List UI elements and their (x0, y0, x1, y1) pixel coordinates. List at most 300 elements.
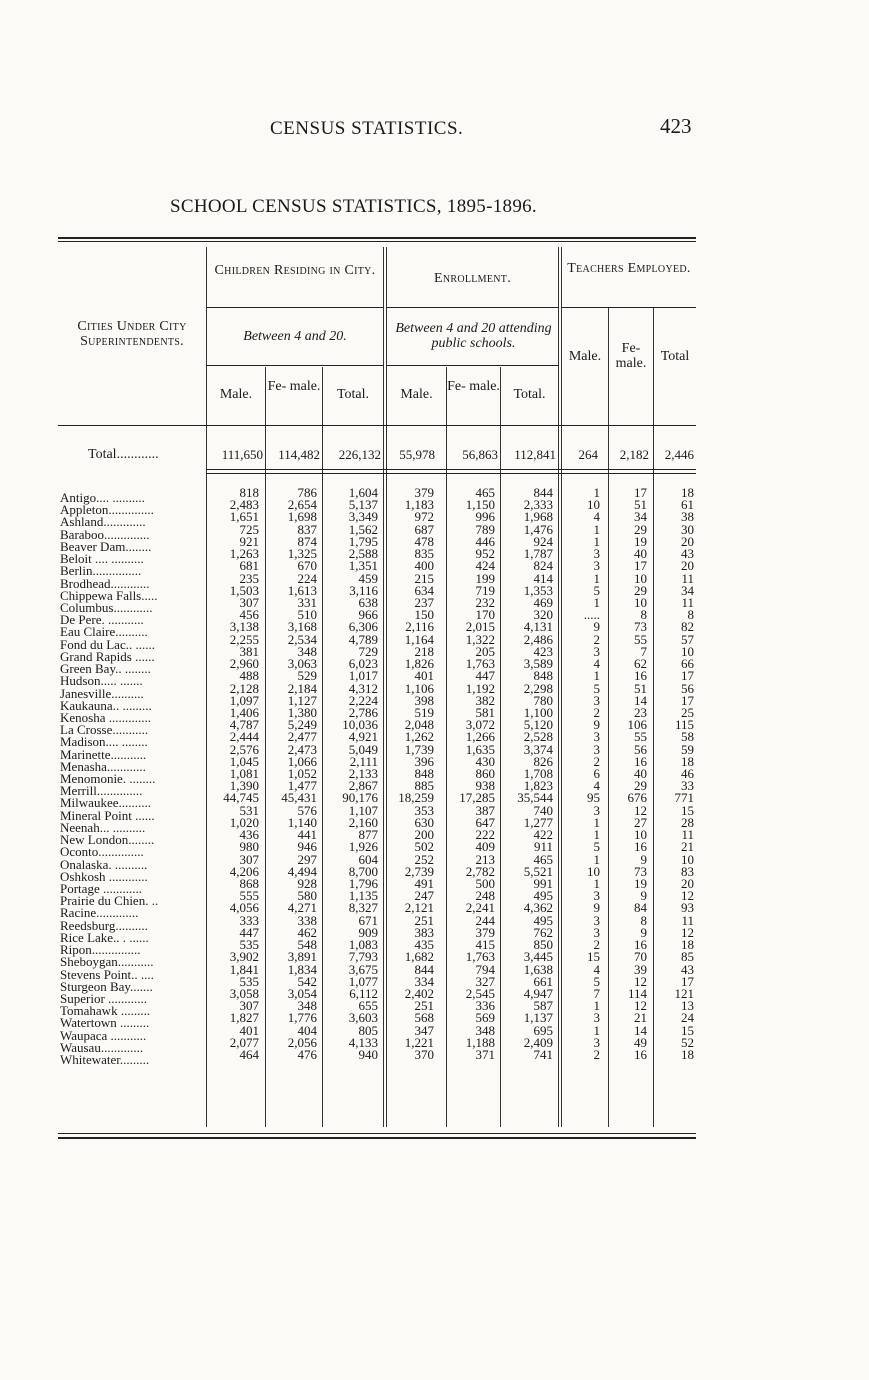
table-cell: 1,263 (229, 546, 259, 562)
top-rule (58, 237, 696, 239)
table-cell: 382 (475, 692, 495, 708)
table-cell: 921 (239, 533, 259, 549)
table-cell: 1,192 (465, 680, 495, 696)
table-cell: 370 (414, 1047, 434, 1063)
table-cell: 237 (414, 594, 434, 610)
table-cell: 909 (358, 924, 378, 940)
table-cell: 51 (634, 497, 647, 513)
table-cell: 780 (533, 692, 553, 708)
table-cell: 336 (475, 998, 495, 1014)
table-cell: 681 (239, 558, 259, 574)
table-cell: 400 (414, 558, 434, 574)
city-name: Menomonie. ........ (60, 771, 156, 787)
table-cell: 3,675 (348, 961, 378, 977)
table-cell: 868 (239, 876, 259, 891)
table-cell: ..... (583, 607, 600, 623)
table-cell: 9 (593, 619, 600, 635)
bottom-rule (58, 1133, 696, 1134)
table-cell: 655 (358, 998, 378, 1014)
rule-header-bottom (207, 425, 696, 426)
table-cell: 5,137 (348, 497, 378, 513)
table-cell: 1,262 (404, 729, 434, 745)
city-name: Prairie du Chien. .. (60, 893, 159, 909)
table-cell: 3,891 (287, 949, 317, 965)
table-cell: 447 (239, 924, 259, 940)
table-cell: 2,409 (523, 1034, 553, 1050)
census-table (58, 237, 696, 1142)
divider-group1-a (383, 247, 384, 1127)
table-cell: 333 (239, 912, 259, 928)
table-cell: 353 (414, 802, 434, 818)
table-cell: 1,739 (404, 741, 434, 757)
table-cell: 35,544 (517, 790, 553, 806)
table-cell: 2,867 (348, 778, 378, 794)
table-cell: 52 (681, 1034, 694, 1050)
table-cell: 49 (634, 1034, 647, 1050)
table-cell: 4,789 (348, 631, 378, 647)
table-cell: 58 (681, 729, 694, 745)
city-name: Brodhead............ (60, 575, 150, 591)
table-cell: 1 (593, 521, 600, 537)
table-cell: 1,380 (287, 704, 317, 720)
table-cell: 928 (297, 876, 317, 891)
table-cell: 12 (634, 802, 647, 818)
table-cell: 3 (593, 924, 600, 940)
table-cell: 1,776 (287, 1010, 317, 1026)
header-teachers-male: Male. (568, 349, 602, 364)
city-name: Milwaukee.......... (60, 795, 151, 811)
table-cell: 2,528 (523, 729, 553, 745)
table-cell: 446 (475, 533, 495, 549)
table-cell: 10 (634, 594, 647, 610)
city-name: Waupaca ........... (60, 1027, 147, 1043)
table-cell: 2 (593, 704, 600, 720)
top-rule-inner (58, 241, 696, 242)
total-value: 55,978 (399, 447, 435, 462)
table-cell: 587 (533, 998, 553, 1014)
table-cell: 1,834 (287, 961, 317, 977)
table-cell: 1,266 (465, 729, 495, 745)
table-cell: 2 (593, 937, 600, 953)
table-cell: 510 (297, 607, 317, 623)
table-cell: 8,700 (348, 863, 378, 879)
table-cell: 29 (634, 582, 647, 598)
table-cell: 464 (239, 1047, 259, 1063)
table-cell: 4,206 (229, 863, 259, 879)
table-cell: 6,306 (348, 619, 378, 635)
table-cell: 320 (533, 607, 553, 623)
table-cell: 5 (593, 680, 600, 696)
table-cell: 17 (681, 668, 694, 684)
table-cell: 630 (414, 814, 434, 830)
table-cell: 247 (414, 888, 434, 904)
document-title: SCHOOL CENSUS STATISTICS, 1895-1896. (170, 196, 537, 217)
table-cell: 327 (475, 973, 495, 989)
table-cell: 215 (414, 570, 434, 586)
table-cell: 3 (593, 1010, 600, 1026)
city-name: Ripon............... (60, 942, 141, 958)
table-cell: 1,277 (523, 814, 553, 830)
table-cell: 23 (634, 704, 647, 720)
table-cell: 24 (681, 1010, 694, 1026)
table-cell: 93 (681, 900, 694, 916)
table-cell: 695 (533, 1022, 553, 1038)
table-cell: 1 (593, 570, 600, 586)
table-cell: 2,483 (229, 497, 259, 513)
table-cell: 9 (593, 900, 600, 916)
table-cell: 1,604 (348, 485, 378, 500)
city-name: Menasha............ (60, 758, 146, 774)
table-cell: 1,077 (348, 973, 378, 989)
header-enroll-group: Enrollment. (433, 271, 511, 286)
table-cell: 500 (475, 876, 495, 891)
table-cell: 90,176 (342, 790, 378, 806)
table-cell: 3,902 (229, 949, 259, 965)
table-cell: 16 (634, 839, 647, 855)
running-head (0, 114, 869, 140)
table-cell: 10 (634, 570, 647, 586)
table-cell: 729 (358, 643, 378, 659)
city-name: La Crosse........... (60, 722, 149, 738)
table-cell: 1,477 (287, 778, 317, 794)
table-cell: 1,406 (229, 704, 259, 720)
table-cell: 9 (640, 851, 647, 867)
city-name: Madison.... ........ (60, 734, 148, 750)
table-cell: 2,160 (348, 814, 378, 830)
table-cell: 55 (634, 631, 647, 647)
table-cell: 980 (239, 839, 259, 855)
table-cell: 1,106 (404, 680, 434, 696)
children-female-column (266, 487, 317, 1061)
table-cell: 2,534 (287, 631, 317, 647)
table-cell: 1,682 (404, 949, 434, 965)
table-cell: 1,188 (465, 1034, 495, 1050)
table-cell: 2,255 (229, 631, 259, 647)
table-cell: 248 (475, 888, 495, 904)
table-cell: 1,562 (348, 521, 378, 537)
table-cell: 456 (239, 607, 259, 623)
table-cell: 447 (475, 668, 495, 684)
table-cell: 401 (239, 1022, 259, 1038)
table-cell: 44,745 (223, 790, 259, 806)
running-title: CENSUS STATISTICS. (270, 118, 464, 139)
table-cell: 56 (681, 680, 694, 696)
enroll-total-column (501, 487, 553, 1061)
table-cell: 34 (681, 582, 694, 598)
table-cell: 10 (587, 497, 600, 513)
city-name: Tomahawk ......... (60, 1003, 151, 1019)
table-cell: 56 (634, 741, 647, 757)
table-cell: 383 (414, 924, 434, 940)
table-cell: 200 (414, 827, 434, 843)
city-name: Wausau............. (60, 1039, 144, 1055)
table-cell: 11 (681, 570, 694, 586)
table-cell: 531 (239, 802, 259, 818)
table-cell: 38 (681, 509, 694, 525)
city-name: Beloit .... .......... (60, 551, 144, 567)
table-cell: 771 (674, 790, 694, 806)
table-cell: 3 (593, 888, 600, 904)
table-cell: 14 (634, 1022, 647, 1038)
table-cell: 1 (593, 594, 600, 610)
children-male-column (207, 487, 259, 1061)
table-cell: 3 (593, 729, 600, 745)
table-cell: 404 (297, 1022, 317, 1038)
table-cell: 17 (634, 558, 647, 574)
total-value: 111,650 (221, 447, 263, 462)
table-cell: 491 (414, 876, 434, 891)
table-cell: 1,322 (465, 631, 495, 647)
table-cell: 15 (587, 949, 600, 965)
table-cell: 398 (414, 692, 434, 708)
table-cell: 4 (593, 509, 600, 525)
table-cell: 33 (681, 778, 694, 794)
table-cell: 3,445 (523, 949, 553, 965)
children-total-column (323, 487, 378, 1061)
city-name: Reedsburg.......... (60, 917, 148, 933)
table-cell: 12 (634, 973, 647, 989)
table-cell: 9 (593, 717, 600, 733)
city-name: Marinette........... (60, 746, 147, 762)
table-cell: 542 (297, 973, 317, 989)
table-cell: 213 (475, 851, 495, 867)
table-cell: 1,503 (229, 582, 259, 598)
table-cell: 1,651 (229, 509, 259, 525)
table-cell: 604 (358, 851, 378, 867)
table-cell: 1,823 (523, 778, 553, 794)
table-cell: 1,164 (404, 631, 434, 647)
table-cell: 10 (681, 643, 694, 659)
table-cell: 848 (414, 766, 434, 782)
table-cell: 2,133 (348, 766, 378, 782)
table-cell: 877 (358, 827, 378, 843)
table-cell: 818 (239, 485, 259, 500)
table-cell: 4,787 (229, 717, 259, 733)
table-cell: 476 (297, 1047, 317, 1063)
table-cell: 4,494 (287, 863, 317, 879)
table-cell: 1,827 (229, 1010, 259, 1026)
table-cell: 379 (414, 485, 434, 500)
table-cell: 1,135 (348, 888, 378, 904)
city-name: Hudson..... ....... (60, 673, 143, 689)
table-cell: 805 (358, 1022, 378, 1038)
table-cell: 4,312 (348, 680, 378, 696)
total-value: 112,841 (514, 447, 556, 462)
table-cell: 1,351 (348, 558, 378, 574)
table-cell: 347 (414, 1022, 434, 1038)
table-cell: 2,786 (348, 704, 378, 720)
table-cell: 580 (297, 888, 317, 904)
table-cell: 5,049 (348, 741, 378, 757)
page-number: 423 (660, 114, 692, 138)
table-cell: 826 (533, 753, 553, 769)
table-cell: 462 (297, 924, 317, 940)
table-cell: 1,020 (229, 814, 259, 830)
header-children-sub: Between 4 and 20. (243, 329, 347, 344)
table-cell: 27 (634, 814, 647, 830)
table-cell: 647 (475, 814, 495, 830)
total-value: 264 (578, 447, 598, 462)
table-cell: 3 (593, 643, 600, 659)
table-cell: 7 (640, 643, 647, 659)
table-cell: 786 (297, 485, 317, 500)
table-cell: 850 (533, 937, 553, 953)
city-name: Merrill.............. (60, 783, 143, 799)
table-cell: 43 (681, 961, 694, 977)
city-name: New London........ (60, 832, 155, 848)
table-cell: 95 (587, 790, 600, 806)
table-cell: 860 (475, 766, 495, 782)
table-cell: 1,183 (404, 497, 434, 513)
table-cell: 409 (475, 839, 495, 855)
table-cell: 1,140 (287, 814, 317, 830)
table-cell: 10 (634, 827, 647, 843)
table-cell: 150 (414, 607, 434, 623)
table-cell: 488 (239, 668, 259, 684)
table-cell: 205 (475, 643, 495, 659)
table-cell: 17 (681, 692, 694, 708)
table-cell: 2,576 (229, 741, 259, 757)
table-cell: 741 (533, 1047, 553, 1063)
header-cities: Cities Under City Superintendents. (77, 319, 187, 349)
table-cell: 251 (414, 998, 434, 1014)
table-cell: 4 (593, 656, 600, 672)
rule-enroll-sub (387, 365, 558, 366)
table-cell: 8,327 (348, 900, 378, 916)
table-cell: 2,128 (229, 680, 259, 696)
header-children-female: Fe- male. (267, 379, 321, 394)
table-cell: 34 (634, 509, 647, 525)
table-cell: 1,066 (287, 753, 317, 769)
table-cell: 1 (593, 485, 600, 500)
table-cell: 4 (593, 961, 600, 977)
table-cell: 30 (681, 521, 694, 537)
table-cell: 11 (681, 827, 694, 843)
table-cell: 740 (533, 802, 553, 818)
table-cell: 938 (475, 778, 495, 794)
table-cell: 8 (640, 607, 647, 623)
table-cell: 218 (414, 643, 434, 659)
table-cell: 6 (593, 766, 600, 782)
table-cell: 1,613 (287, 582, 317, 598)
city-name: Columbus............ (60, 599, 153, 615)
table-cell: 45,431 (281, 790, 317, 806)
table-cell: 469 (533, 594, 553, 610)
header-children-male: Male. (219, 387, 253, 402)
city-name: Baraboo.............. (60, 526, 150, 542)
table-cell: 1,353 (523, 582, 553, 598)
table-cell: 991 (533, 876, 553, 891)
header-teachers-total: Total (660, 349, 690, 364)
city-name: Antigo.... .......... (60, 490, 145, 505)
table-cell: 3 (593, 741, 600, 757)
table-cell: 348 (297, 998, 317, 1014)
table-cell: 18 (681, 1047, 694, 1063)
city-name: Janesville.......... (60, 685, 144, 701)
table-cell: 824 (533, 558, 553, 574)
city-name: Fond du Lac.. ...... (60, 636, 155, 652)
table-cell: 940 (358, 1047, 378, 1063)
table-cell: 2,111 (349, 753, 378, 769)
table-cell: 430 (475, 753, 495, 769)
header-teachers-group: Teachers Employed. (567, 261, 691, 276)
city-name: De Pere. ........... (60, 612, 144, 628)
table-cell: 1,638 (523, 961, 553, 977)
table-cell: 2,654 (287, 497, 317, 513)
table-cell: 5 (593, 839, 600, 855)
table-cell: 19 (634, 876, 647, 891)
table-cell: 3 (593, 1034, 600, 1050)
table-cell: 6,023 (348, 656, 378, 672)
city-name: Sheboygan........... (60, 954, 154, 970)
table-cell: 2,444 (229, 729, 259, 745)
table-cell: 2,121 (404, 900, 434, 916)
total-value: 2,446 (664, 447, 694, 462)
table-cell: 1,968 (523, 509, 553, 525)
table-cell: 671 (358, 912, 378, 928)
header-teachers-female: Fe- male. (615, 341, 647, 371)
table-cell: 1,390 (229, 778, 259, 794)
table-cell: 40 (634, 766, 647, 782)
table-cell: 18 (681, 937, 694, 953)
city-name: Kaukauna.. ......... (60, 697, 152, 713)
table-cell: 874 (297, 533, 317, 549)
table-cell: 331 (297, 594, 317, 610)
table-cell: 1,763 (465, 656, 495, 672)
table-cell: 4,921 (348, 729, 378, 745)
table-cell: 14 (634, 692, 647, 708)
table-cell: 11 (681, 912, 694, 928)
table-cell: 634 (414, 582, 434, 598)
table-cell: 725 (239, 521, 259, 537)
city-name: Beaver Dam........ (60, 538, 152, 554)
table-cell: 844 (533, 485, 553, 500)
header-children-group: Children Residing in City. (214, 263, 376, 278)
table-cell: 1,795 (348, 533, 378, 549)
table-cell: 5,120 (523, 717, 553, 733)
table-cell: 82 (681, 619, 694, 635)
table-cell: 2,402 (404, 985, 434, 1001)
city-name: Chippewa Falls..... (60, 587, 158, 603)
table-cell: 441 (297, 827, 317, 843)
city-name: Rice Lake.. . ...... (60, 929, 149, 945)
table-cell: 789 (475, 521, 495, 537)
table-cell: 3 (593, 912, 600, 928)
table-cell: 8 (640, 912, 647, 928)
table-cell: 334 (414, 973, 434, 989)
table-cell: 11 (681, 594, 694, 610)
city-name: Racine............. (60, 905, 139, 921)
table-cell: 1,763 (465, 949, 495, 965)
table-cell: 4,947 (523, 985, 553, 1001)
table-cell: 495 (533, 912, 553, 928)
table-cell: 235 (239, 570, 259, 586)
table-cell: 687 (414, 521, 434, 537)
table-cell: 2,048 (404, 717, 434, 733)
header-enroll-total: Total. (513, 387, 546, 402)
table-cell: 396 (414, 753, 434, 769)
table-cell: 222 (475, 827, 495, 843)
table-cell: 3,116 (349, 582, 378, 598)
table-cell: 3,589 (523, 656, 553, 672)
table-cell: 835 (414, 546, 434, 562)
table-cell: 28 (681, 814, 694, 830)
table-cell: 519 (414, 704, 434, 720)
table-cell: 2,241 (465, 900, 495, 916)
table-cell: 670 (297, 558, 317, 574)
table-cell: 16 (634, 668, 647, 684)
enroll-female-column (447, 487, 495, 1061)
